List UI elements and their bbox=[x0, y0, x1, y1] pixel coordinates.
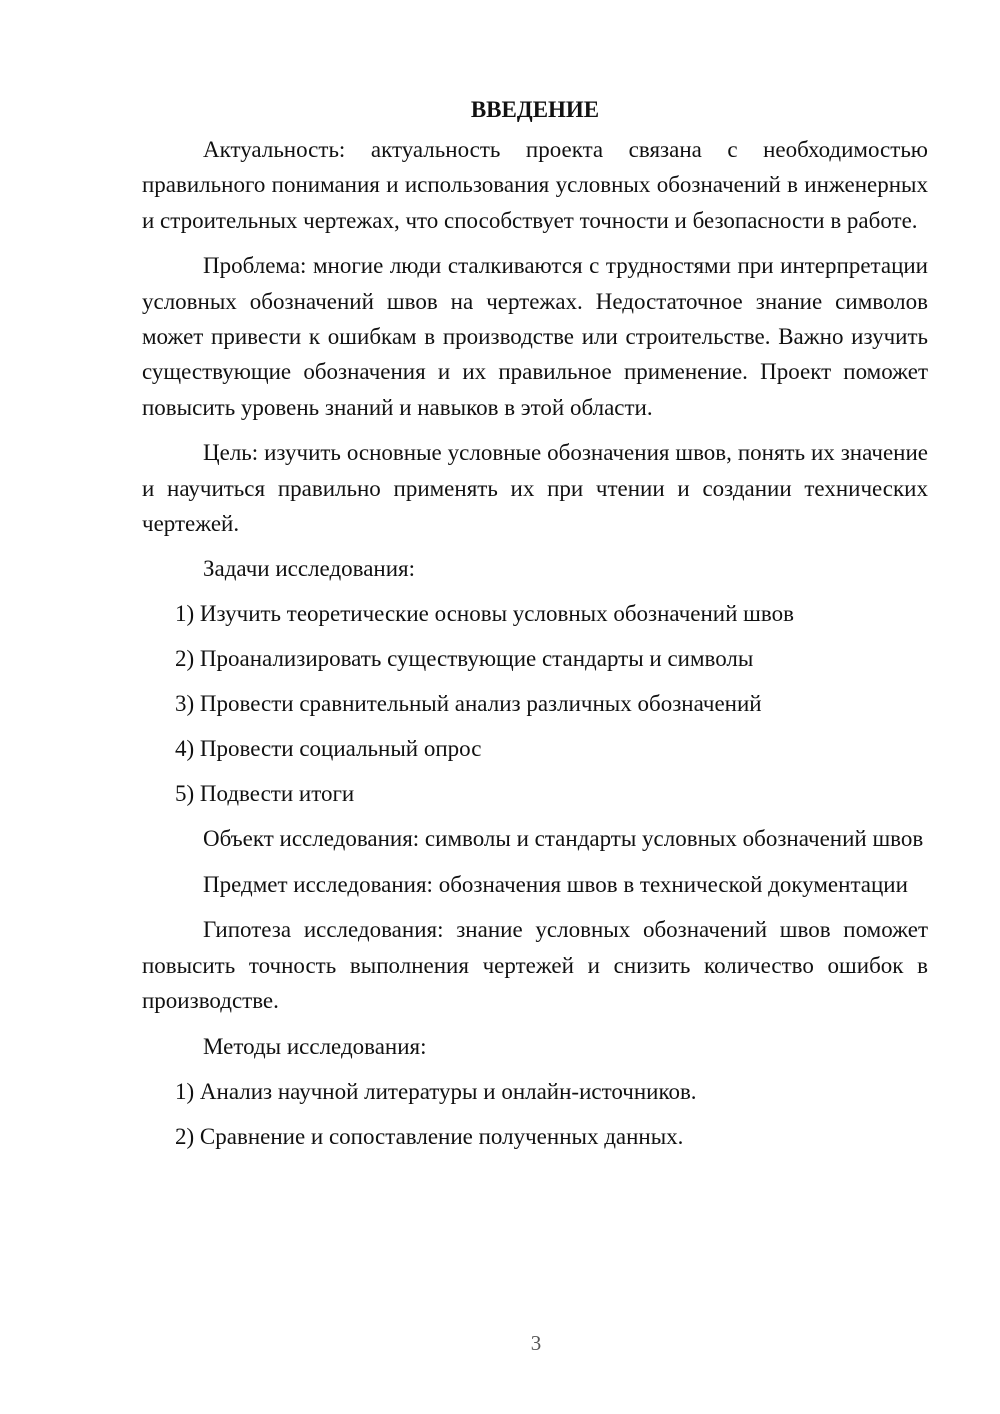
document-page bbox=[142, 92, 928, 1164]
paragraph-hypothesis: Гипотеза исследования: знание условных обозначений швов поможет повысить точность выполнения чертежей и снизить количество ошибок в производстве. bbox=[142, 917, 928, 1014]
task-item-2: 2) Проанализировать существующие стандарты и символы bbox=[175, 646, 754, 672]
task-item-5: 5) Подвести итоги bbox=[175, 781, 355, 807]
methods-heading: Методы исследования: bbox=[203, 1033, 427, 1059]
paragraph-goal: Цель: изучить основные условные обозначения швов, понять их значение и научиться правильно применять их при чтении и создании технических чертежей. bbox=[142, 440, 928, 537]
task-item-4: 4) Провести социальный опрос bbox=[175, 736, 482, 762]
paragraph-relevance: Актуальность: актуальность проекта связана с необходимостью правильного понимания и использования условных обозначений в инженерных и строительных чертежах, что способствует точности и безопасности в работе. bbox=[142, 137, 928, 233]
page-number: 3 bbox=[530, 1331, 542, 1355]
paragraph-object: Объект исследования: символы и стандарты условных обозначений швов bbox=[203, 826, 924, 852]
paragraph-subject: Предмет исследования: обозначения швов в технической документации bbox=[203, 871, 908, 897]
task-item-1: 1) Изучить теоретические основы условных обозначений швов bbox=[175, 601, 794, 627]
paragraph-problem: Проблема: многие люди сталкиваются с трудностями при интерпретации условных обозначений швов на чертежах. Недостаточное знание символов может привести к ошибкам в производстве или строительстве. Важно изучить существующие обозначения и их правильное применение. Проект поможет повысить уровень знаний и навыков в этой области. bbox=[142, 253, 928, 420]
tasks-heading: Задачи исследования: bbox=[203, 556, 416, 582]
task-item-3: 3) Провести сравнительный анализ различных обозначений bbox=[175, 691, 762, 717]
section-title: ВВЕДЕНИЕ bbox=[470, 97, 600, 122]
method-item-1: 1) Анализ научной литературы и онлайн-источников. bbox=[175, 1078, 697, 1104]
method-item-2: 2) Сравнение и сопоставление полученных данных. bbox=[175, 1123, 684, 1149]
